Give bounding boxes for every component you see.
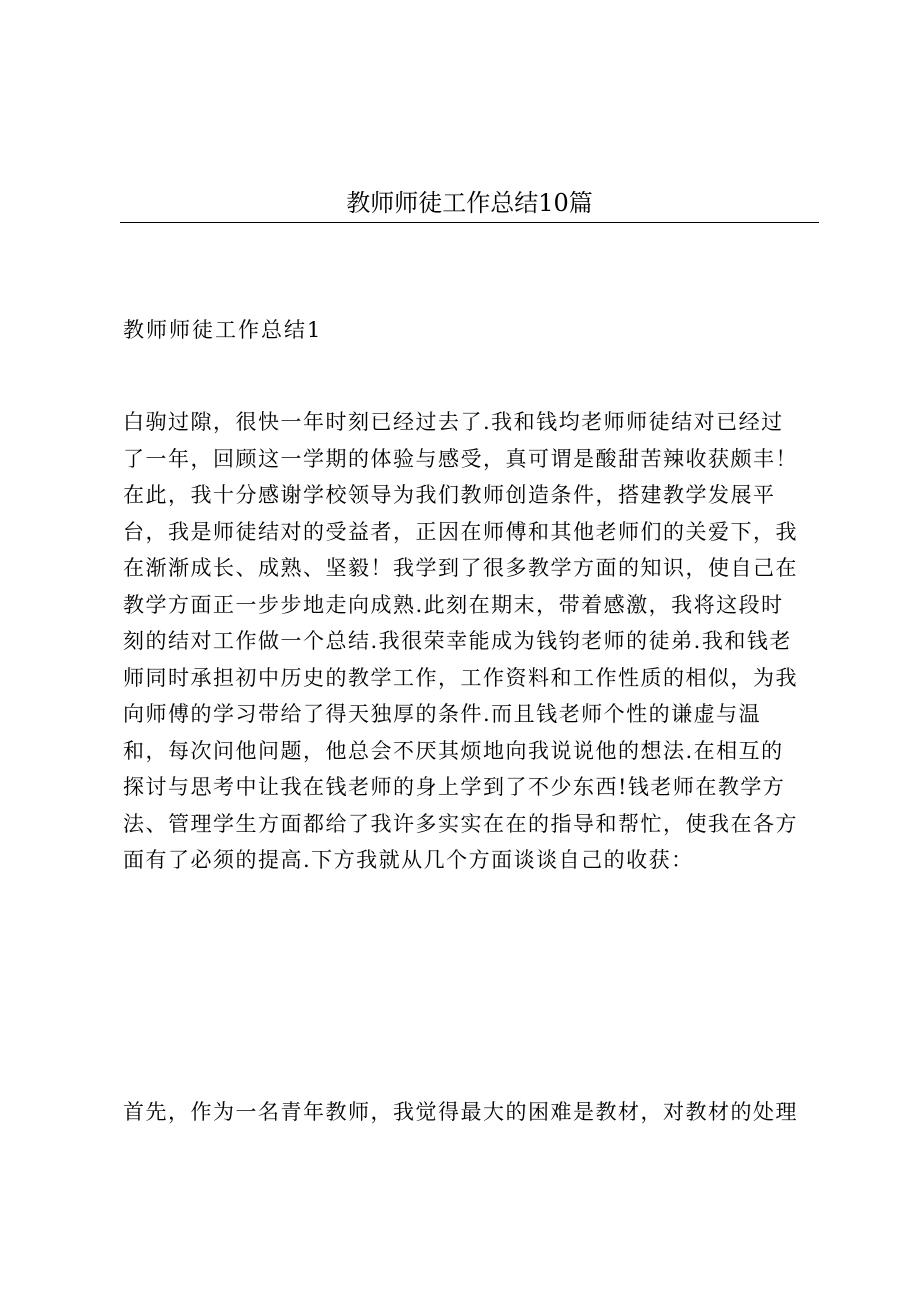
paragraph-line: 刻的结对工作做一个总结.我很荣幸能成为钱钧老师的徒弟.我和钱老 bbox=[123, 629, 792, 653]
paragraph-line: 面有了必须的提高.下方我就从几个方面谈谈自己的收获： bbox=[123, 848, 694, 872]
paragraph-2 bbox=[123, 1094, 823, 1131]
section-heading: 教师师徒工作总结1 bbox=[123, 318, 323, 342]
paragraph-line: 探讨与思考中让我在钱老师的身上学到了不少东西!钱老师在教学方 bbox=[123, 775, 786, 799]
paragraph-line: 师同时承担初中历史的教学工作，工作资料和工作性质的相似，为我 bbox=[123, 665, 798, 690]
paragraph-line: 首先，作为一名青年教师，我觉得最大的困难是教材，对教材的处理 bbox=[123, 1100, 798, 1124]
paragraph-line: 在此，我十分感谢学校领导为我们教师创造条件，搭建教学发展平 bbox=[123, 483, 776, 507]
paragraph-1 bbox=[123, 404, 823, 879]
paragraph-line: 法、管理学生方面都给了我许多实实在在的指导和帮忙，使我在各方 bbox=[123, 811, 798, 836]
paragraph-line: 教学方面正一步步地走向成熟.此刻在期末，带着感激，我将这段时 bbox=[123, 592, 784, 617]
paragraph-line: 在渐渐成长、成熟、坚毅！我学到了很多教学方面的知识，使自己在 bbox=[123, 556, 798, 580]
paragraph-line: 和，每次问他问题，他总会不厌其烦地向我说说他的想法.在相互的 bbox=[123, 738, 784, 763]
document-title: 教师师徒工作总结10篇 bbox=[120, 186, 819, 223]
paragraph-line: 向师傅的学习带给了得天独厚的条件.而且钱老师个性的谦虚与温 bbox=[123, 702, 762, 726]
paragraph-line: 台，我是师徒结对的受益者，正因在师傅和其他老师们的关爱下，我 bbox=[123, 519, 798, 544]
paragraph-line: 了一年，回顾这一学期的体验与感受，真可谓是酸甜苦辣收获颇丰！ bbox=[123, 446, 798, 471]
paragraph-line: 白驹过隙，很快一年时刻已经过去了.我和钱均老师师徒结对已经过 bbox=[123, 410, 784, 434]
